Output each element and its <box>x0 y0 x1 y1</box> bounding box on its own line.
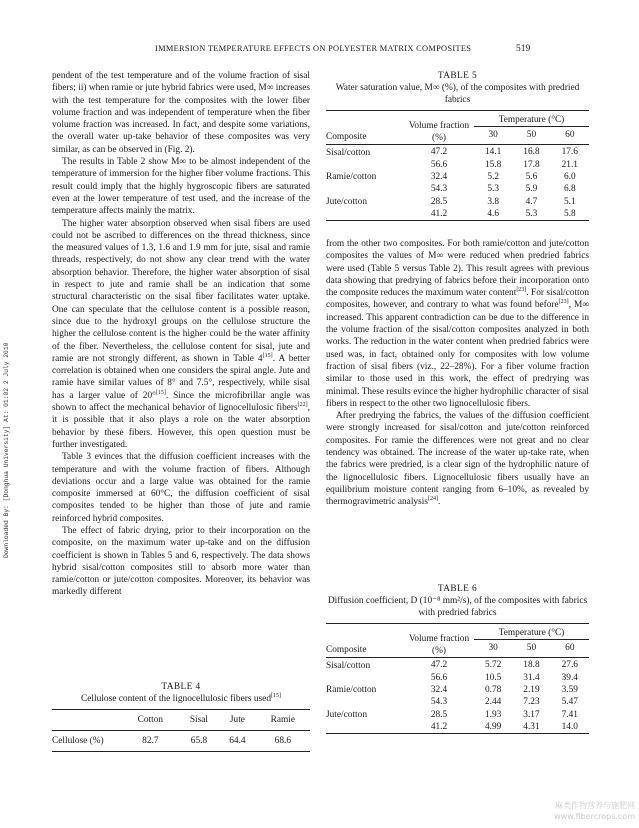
page-number: 519 <box>516 44 531 54</box>
table-header: Jute <box>229 715 245 725</box>
table-cell: 5.9 <box>525 184 538 195</box>
table-cell: 27.6 <box>561 659 578 670</box>
left-column <box>52 70 310 599</box>
paragraph: Table 3 evinces that the diffusion coefficient increases with the temperature and with the volume fraction of fibers. Although deviations occur and a large value was obtained for the ramie composite immersed at 60°C, the diffusion coefficient of sisal composites tended to be higher than those of jute and ramie reinforced hybrid composites. <box>52 452 310 524</box>
table-header: 30 <box>488 643 498 654</box>
table-cell: 5.47 <box>561 697 578 708</box>
table-5 <box>326 70 589 221</box>
table-cell: 15.8 <box>484 159 502 170</box>
table-cell: 54.3 <box>430 697 448 708</box>
table-header: 50 <box>526 130 537 141</box>
table-cell: Jute/cotton <box>326 196 368 207</box>
table-cell: Jute/cotton <box>326 709 368 720</box>
table-cell: 2.44 <box>484 697 502 708</box>
table-5-number: TABLE 5 <box>437 71 478 81</box>
table-cell: 5.72 <box>484 659 502 670</box>
table-cell: 6.0 <box>563 172 576 183</box>
table-cell: 3.59 <box>561 685 578 696</box>
table-4-caption: TABLE 4 Cellulose content of the lignocellulosic fibers used[15] <box>52 681 310 705</box>
table-cell: 56.6 <box>430 159 448 170</box>
table-cell: 56.6 <box>430 672 448 683</box>
table-cell: 16.8 <box>523 146 540 157</box>
table-header: 30 <box>488 130 498 141</box>
table-6-grid <box>326 623 589 734</box>
table-6 <box>326 583 589 734</box>
table-cell: 17.8 <box>523 159 540 170</box>
table-cell: Sisal/cotton <box>326 660 371 671</box>
table-cell: 82.7 <box>142 736 159 746</box>
table-6-number: TABLE 6 <box>437 584 478 594</box>
table-header: 60 <box>565 643 575 654</box>
paragraph: The effect of fabric drying, prior to their incorporation on the composite, on the maximum water up-take and on the diffusion coefficient is shown in Tables 5 and 6, respectively. The data shows hybrid sisal/cotton composites still to absorb more water than ramie/cotton or jute/cotton composites. Moreover, its behavior was markedly different <box>52 525 310 598</box>
table-cell: 5.6 <box>525 172 538 183</box>
table-header: Ramie <box>270 715 296 725</box>
table-header: 50 <box>526 643 537 654</box>
table-header: 60 <box>565 130 575 141</box>
table-5-caption: TABLE 5 Water saturation value, M∞ (%), of the composites with predried fabrics <box>326 70 589 106</box>
table-cell: 47.2 <box>430 659 448 670</box>
table-header: Volume fraction (%) <box>408 633 470 656</box>
table-cell: 4.7 <box>525 196 538 207</box>
citation: [22] <box>297 402 308 409</box>
table-header: Temperature (°C) <box>474 624 589 640</box>
citation: [24] <box>427 496 438 503</box>
table-cell: 54.3 <box>430 184 448 195</box>
table-cell: 4.31 <box>523 722 540 733</box>
table-header: Temperature (°C) <box>474 111 589 127</box>
table-cell: 10.5 <box>484 672 502 683</box>
citation: [23] <box>516 287 527 294</box>
table-cell: 41.2 <box>430 209 448 220</box>
table-cell: 5.2 <box>487 172 499 183</box>
table-cell <box>326 721 404 734</box>
paragraph: The results in Table 2 show M∞ to be almost independent of the temperature of immersion for the higher fiber volume fractions. This result could imply that the highly hygroscopic fibers are saturated even at the lower temperature of test used, and the increase of the temperature affects mainly the matrix. <box>52 157 310 217</box>
table-4-grid <box>52 709 310 752</box>
table-cell: 14.0 <box>561 722 578 733</box>
table-cell: 1.93 <box>484 709 502 720</box>
table-cell: 32.4 <box>430 685 448 696</box>
citation: [23] <box>558 299 569 306</box>
table-cell: 2.19 <box>523 685 540 696</box>
paragraph: pendent of the test temperature and of the volume fraction of sisal fibers; ii) when ramie or jute hybrid fabrics were used, M∞ increases with the test temperature for the composites with the lower fiber volume fraction and was independent of temperature when the fiber volume fraction was increased. In fact, and despite some variations, the overall water up-take behavior of these composites was very similar, as can be observed in (Fig. 2). <box>52 71 310 155</box>
table-cell: 18.8 <box>523 659 540 670</box>
table-cell: 3.8 <box>487 196 499 207</box>
right-column <box>326 238 589 509</box>
table-row-label: Cellulose (%) <box>52 736 104 746</box>
table-4-number: TABLE 4 <box>161 682 201 692</box>
table-cell: 65.8 <box>190 736 208 746</box>
table-header: Cotton <box>137 715 164 725</box>
table-cell: 14.1 <box>484 146 502 157</box>
paragraph: from the other two composites. For both ramie/cotton and jute/cotton composites the values of M∞ were reduced when predried fabrics were used (Table 5 versus Table 2). This result agrees with previous data showing that predrying of fabrics before their incorporation onto the composite reduces the maximum water content[23]. For sisal/cotton composites, however, and contrary to what was found before[23], M∞ increased. This apparent contradiction can be due to the difference in the volume fraction of the sisal/cotton composites analyzed in both works. The reduction in the water content when predried fabrics were used was, in fact, obtained only for composites with low volume fraction of sisal fibers (viz., 22–28%). For a fiber volume fraction similar to those used in this work, the effect of predrying was minimal. These results evince the higher hydrophilic character of sisal fibers in respect to the other two lignocellulosic fibers. <box>326 239 589 409</box>
table-cell: Sisal/cotton <box>326 147 371 158</box>
table-cell: 32.4 <box>430 172 448 183</box>
table-cell <box>326 696 404 708</box>
table-cell <box>326 183 404 195</box>
running-title: IMMERSION TEMPERATURE EFFECTS ON POLYESTER MATRIX COMPOSITES <box>155 44 472 53</box>
table-cell: 28.5 <box>430 709 448 720</box>
table-cell: 4.6 <box>487 209 499 220</box>
table-header: Composite <box>326 645 367 656</box>
table-cell <box>326 672 404 684</box>
table-cell: 21.1 <box>561 159 578 170</box>
paragraph: After predrying the fabrics, the values of the diffusion coefficient were strongly increased for sisal/cotton and jute/cotton reinforced composites. For ramie the differences were not great and no clear tendency was obtained. The increase of the water up-take rate, when the fabrics were predried, is a clear sign of the hydrophilic nature of the lignocellulosic fibers. Lignocellulosic fibers usually have an equilibrium moisture content ranging from 6–10%, as revealed by thermogravimetric analysis[24]. <box>326 411 589 508</box>
table-cell <box>326 159 404 171</box>
citation: [15] <box>262 352 273 359</box>
table-header: Sisal <box>189 715 209 725</box>
table-4 <box>52 681 310 752</box>
download-note <box>0 300 10 560</box>
table-cell: 64.4 <box>229 736 246 746</box>
table-cell: 5.3 <box>525 209 538 220</box>
table-cell: 31.4 <box>523 672 540 683</box>
download-note-text: Downloaded By: [Donghua University] At: 01:02 2 July 2010 <box>3 342 10 558</box>
table-cell: 7.23 <box>523 697 540 708</box>
paragraph: The higher water absorption observed when sisal fibers are used could not be ascribed to differences on the thread thickness, since the measured values of 1.3, 1.6 and 1.9 mm for jute, sisal and ramie threads, respectively, do not show any clear trend with the water absorption behavior. Therefore, the higher water absorption of sisal in respect to jute and ramie shall be an indication that some structural characteristic on the sisal fiber facilitates water uptake. One can speculate that the cellulose content is a possible reason, since due to the hydroxyl groups on the cellulose structure the higher the cellulose content is the higher could be the water affinity of the fiber. Nevertheless, the cellulose content for sisal, jute and ramie are not strongly different, as shown in Table 4[15]. A better correlation is obtained when one considers the spiral angle. Jute and ramie have similar values of 8° and 7.5°, respectively, while sisal has a larger value of 20°[15]. Since the microfibrillar angle was shown to affect the mechanical behavior of lignocellulosic fibers[22], it is possible that it also plays a role on the water absorption behavior by these fibers. However, this open question must be further investigated. <box>52 218 310 450</box>
table-cell: 4.99 <box>484 722 502 733</box>
table-cell: Ramie/cotton <box>326 685 377 696</box>
table-cell: 6.8 <box>563 184 576 195</box>
table-cell: 68.6 <box>274 736 291 746</box>
table-cell: 17.6 <box>561 146 578 157</box>
table-cell: 47.2 <box>430 146 448 157</box>
table-header: Composite <box>326 132 367 143</box>
watermark: 麻类作物营养与施肥网 www.fibercrops.com <box>554 801 635 821</box>
table-cell: 3.17 <box>523 709 540 720</box>
table-cell: 7.41 <box>561 709 578 720</box>
table-cell: 5.8 <box>563 209 576 220</box>
table-cell <box>326 208 404 221</box>
table-cell: Ramie/cotton <box>326 172 377 183</box>
table-cell: 0.78 <box>484 685 502 696</box>
citation: [15] <box>271 693 282 699</box>
citation: [15] <box>155 389 166 396</box>
table-cell: 28.5 <box>430 196 448 207</box>
table-cell: 5.3 <box>487 184 499 195</box>
table-cell: 5.1 <box>563 196 576 207</box>
table-cell: 39.4 <box>561 672 578 683</box>
table-5-grid <box>326 110 589 221</box>
table-header: Volume fraction (%) <box>408 120 470 143</box>
table-6-caption: TABLE 6 Diffusion coefficient, D (10⁻⁸ mm²/s), of the composites with fabrics with predried fabrics <box>327 584 588 618</box>
table-cell: 41.2 <box>430 722 448 733</box>
